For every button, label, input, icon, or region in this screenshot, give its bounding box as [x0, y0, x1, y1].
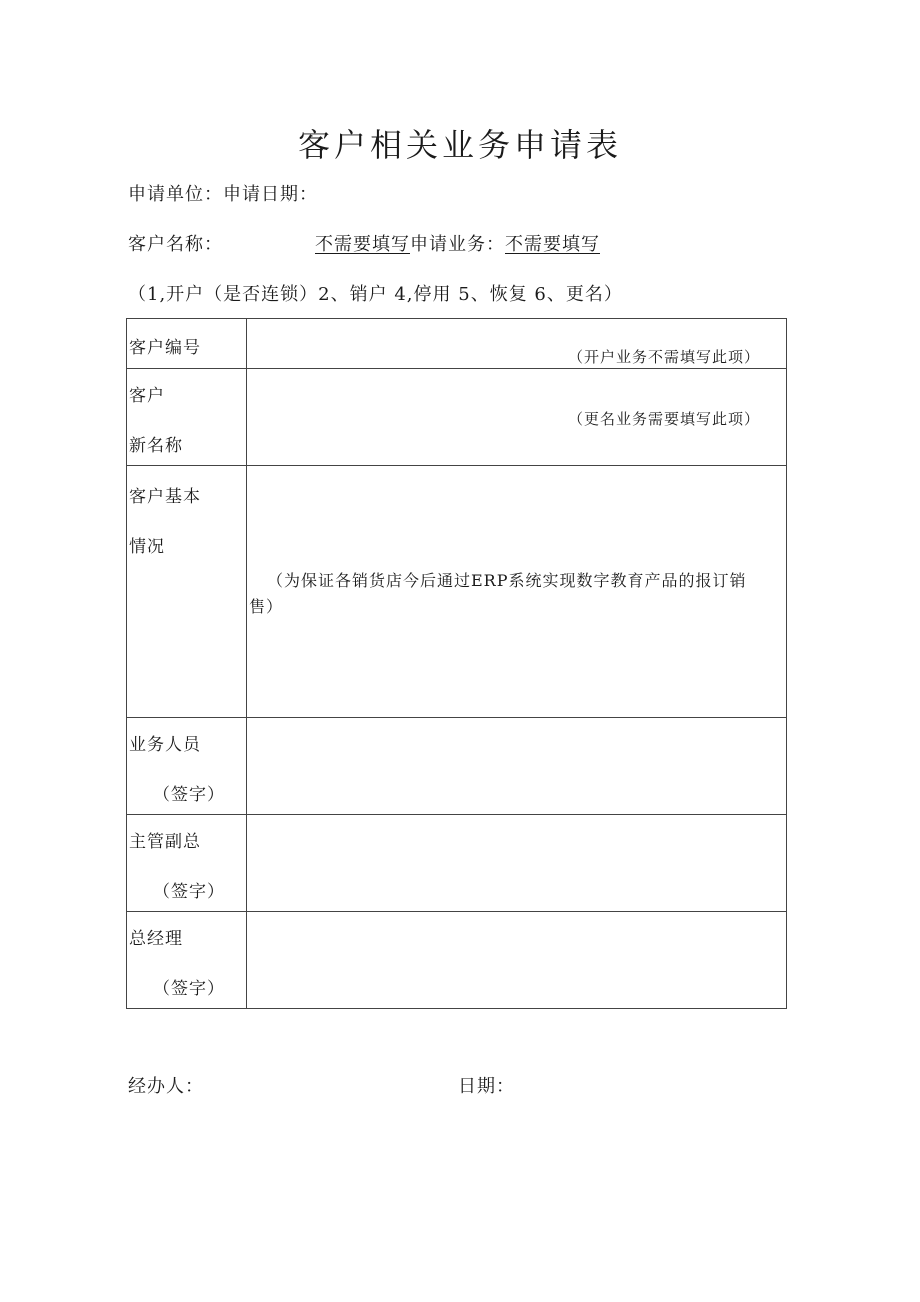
- basic-info-note: （为保证各销货店今后通过ERP系统实现数字教育产品的报订销售）: [249, 571, 747, 616]
- application-date-label: 申请日期：: [223, 184, 318, 205]
- form-title: 客户相关业务申请表: [297, 126, 622, 164]
- customer-name-line: [128, 230, 600, 256]
- application-unit-date-line: [128, 180, 318, 206]
- gm-label: 总经理: [129, 929, 183, 949]
- customer-no-cell: [127, 319, 247, 369]
- table-row-new-name: [127, 369, 787, 466]
- new-name-label-1: 客户: [129, 386, 165, 406]
- supervisor-cell: [127, 815, 247, 912]
- customer-no-field[interactable]: [247, 319, 787, 369]
- supervisor-signature-field[interactable]: [247, 815, 787, 912]
- new-name-field[interactable]: [247, 369, 787, 466]
- gm-signature-field[interactable]: [247, 912, 787, 1009]
- gm-cell: [127, 912, 247, 1009]
- basic-info-cell: [127, 466, 247, 718]
- footer-date-label: 日期：: [458, 1076, 515, 1097]
- handler-label: 经办人：: [128, 1076, 204, 1097]
- table-row-customer-no: [127, 319, 787, 369]
- customer-no-note: （开户业务不需填写此项）: [567, 348, 760, 366]
- supervisor-sign-label: （签字）: [153, 882, 225, 902]
- application-unit-label: 申请单位：: [128, 184, 223, 205]
- new-name-note: （更名业务需要填写此项）: [567, 410, 760, 428]
- gm-sign-label: （签字）: [153, 979, 225, 999]
- customer-name-label: 客户名称：: [128, 234, 223, 255]
- application-table: [126, 318, 787, 1009]
- staff-label: 业务人员: [129, 735, 201, 755]
- staff-sign-label: （签字）: [153, 785, 225, 805]
- basic-info-field[interactable]: [247, 466, 787, 718]
- customer-name-value[interactable]: 不需要填写: [315, 234, 410, 255]
- customer-no-label: 客户编号: [129, 338, 201, 358]
- basic-info-label-2: 情况: [129, 537, 165, 557]
- staff-signature-field[interactable]: [247, 718, 787, 815]
- supervisor-label: 主管副总: [129, 832, 201, 852]
- basic-info-label-1: 客户基本: [129, 487, 201, 507]
- table-row-basic-info: [127, 466, 787, 718]
- new-name-cell: [127, 369, 247, 466]
- table-row-staff: [127, 718, 787, 815]
- new-name-label-2: 新名称: [129, 436, 183, 456]
- table-row-gm: [127, 912, 787, 1009]
- business-label: 申请业务：: [410, 234, 505, 255]
- staff-cell: [127, 718, 247, 815]
- business-options: （1,开户（是否连锁）2、销户 4,停用 5、恢复 6、更名）: [128, 284, 623, 305]
- table-row-supervisor: [127, 815, 787, 912]
- business-value[interactable]: 不需要填写: [505, 234, 600, 255]
